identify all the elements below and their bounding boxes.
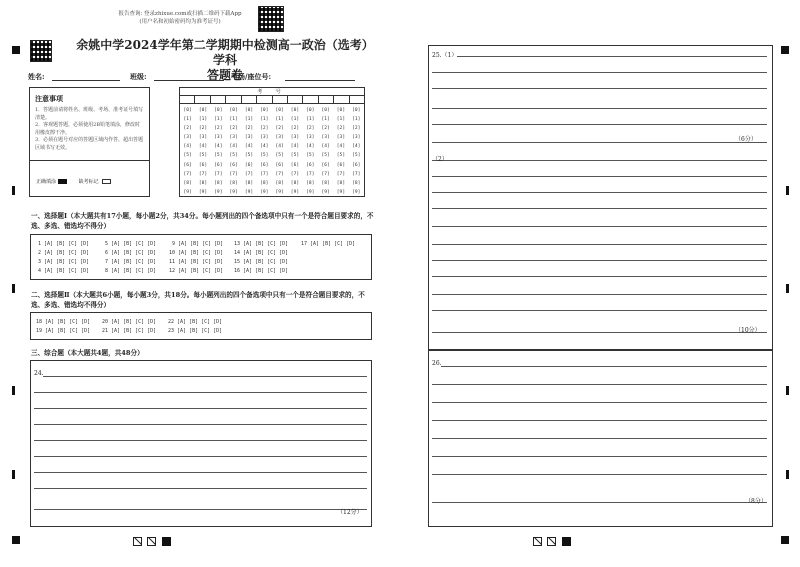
exam-id-bubble[interactable]: [7]	[183, 171, 192, 177]
corner-mark-bl	[12, 536, 20, 544]
id-digit-box[interactable]	[211, 96, 226, 103]
exam-id-bubble[interactable]: [9]	[198, 189, 208, 195]
id-digit-box[interactable]	[288, 96, 303, 103]
exam-id-bubble[interactable]: [1]	[229, 117, 238, 123]
choice-6[interactable]: 6 [A] [B] [C] [D]	[105, 250, 157, 256]
answer-line	[432, 438, 767, 439]
answer-line	[34, 472, 367, 473]
choice-18[interactable]: 18 [A] [B] [C] [D]	[36, 319, 91, 325]
exam-id-bubble[interactable]: [0]	[336, 108, 346, 113]
choice-20[interactable]: 20 [A] [B] [C] [D]	[102, 319, 157, 325]
exam-id-bubble[interactable]: [2]	[260, 126, 269, 132]
q26-number: 26.	[432, 360, 442, 367]
id-digit-box[interactable]	[257, 96, 272, 103]
choice-22[interactable]: 22 [A] [B] [C] [D]	[168, 319, 223, 325]
exam-id-bubble[interactable]: [5]	[275, 153, 284, 159]
exam-id-column	[257, 106, 272, 197]
exam-id-column	[226, 106, 241, 197]
section1-title: 一、选择题Ⅰ（本大题共有17小题，每小题2分，共34分。每小题列出的四个备选项中只有一个是符合题目要求的，不选、多选、错选均不得分）	[31, 212, 374, 230]
answer-line	[34, 408, 367, 409]
choice-19[interactable]: 19 [A] [B] [C] [D]	[36, 328, 91, 334]
answer-line	[432, 192, 767, 193]
class-label: 班级:	[130, 72, 147, 81]
exam-id-bubble[interactable]: [6]	[229, 162, 238, 168]
answer-line	[432, 502, 767, 503]
id-digit-box[interactable]	[334, 96, 349, 103]
exam-id-bubble[interactable]: [3]	[321, 135, 330, 141]
corner-mark-br	[781, 536, 789, 544]
exam-id-bubble[interactable]: [5]	[290, 153, 300, 159]
choice-21[interactable]: 21 [A] [B] [C] [D]	[102, 328, 157, 334]
timing-mark	[786, 386, 789, 395]
exam-id-bubble[interactable]: [1]	[214, 117, 223, 123]
exam-id-bubble[interactable]: [0]	[229, 108, 238, 113]
exam-id-bubble[interactable]: [8]	[198, 180, 208, 186]
exam-id-bubble[interactable]: [1]	[306, 117, 315, 123]
title-line2: 答题卷	[206, 68, 243, 82]
answer-line	[432, 420, 767, 421]
q24-number: 24.	[34, 370, 44, 377]
answer-line	[432, 124, 767, 125]
seat-label: 考场/座位号:	[231, 72, 272, 81]
q25-part1-points: （6分）	[735, 136, 757, 143]
exam-id-column	[287, 106, 302, 197]
exam-id-bubble[interactable]: [3]	[290, 135, 300, 141]
answer-line	[432, 88, 767, 89]
choice-14[interactable]: 14 [A] [B] [C] [D]	[234, 250, 289, 256]
exam-id-bubble[interactable]: [0]	[275, 108, 284, 113]
exam-id-header: 考 号	[180, 88, 364, 96]
exam-id-bubble[interactable]: [4]	[336, 144, 346, 150]
fill-sample-row	[36, 178, 111, 185]
exam-id-bubble[interactable]: [5]	[183, 153, 192, 159]
timing-mark	[12, 284, 15, 293]
exam-id-bubble[interactable]: [1]	[321, 117, 330, 123]
exam-id-bubble[interactable]: [1]	[244, 117, 254, 123]
section2-title: 二、选择题Ⅱ（本大题共6小题，每小题3分，共18分。每小题列出的四个备选项中只有一个是符合题目要求的，不选、多选、错选均不得分）	[31, 291, 365, 309]
exam-id-bubble[interactable]: [8]	[321, 180, 330, 186]
exam-id-bubble[interactable]: [9]	[290, 189, 300, 195]
notice-item: 1．答题前请将姓名、班级、考场、准考证号填写清楚。	[35, 107, 144, 121]
choice-1[interactable]: 1 [A] [B] [C] [D]	[38, 241, 90, 247]
bottom-mark	[162, 537, 171, 546]
exam-id-bubble[interactable]: [0]	[198, 108, 208, 113]
exam-id-bubble[interactable]: [7]	[306, 171, 315, 177]
choice-9[interactable]: 9 [A] [B] [C] [D]	[172, 241, 224, 247]
exam-id-bubble[interactable]: [7]	[336, 171, 346, 177]
q25-part2-points: （10分）	[735, 327, 761, 334]
answer-line	[432, 142, 767, 143]
report-query-line1: 报告查询: 登录zhixue.com或扫描二维码下载App	[118, 11, 242, 17]
q24-answer-box[interactable]	[30, 360, 372, 527]
choice-16[interactable]: 16 [A] [B] [C] [D]	[234, 268, 289, 274]
answer-line	[441, 366, 767, 367]
answer-line	[34, 488, 367, 489]
q26-points: （8分）	[745, 498, 767, 505]
page-title	[75, 38, 375, 83]
exam-id-bubble[interactable]: [1]	[275, 117, 284, 123]
exam-id-bubble[interactable]: [0]	[183, 108, 192, 113]
answer-line	[432, 72, 767, 73]
exam-id-bubble[interactable]: [0]	[321, 108, 330, 113]
answer-line	[432, 310, 767, 311]
q25-part2-number: （2）	[432, 156, 448, 163]
exam-id-bubble[interactable]: [6]	[244, 162, 254, 168]
exam-id-column	[303, 106, 318, 197]
timing-mark	[12, 470, 15, 479]
exam-id-bubble[interactable]: [9]	[183, 189, 192, 195]
exam-id-bubble[interactable]: [2]	[244, 126, 254, 132]
exam-id-bubble[interactable]: [1]	[260, 117, 269, 123]
exam-id-bubble[interactable]: [7]	[229, 171, 238, 177]
exam-id-bubble[interactable]: [4]	[183, 144, 192, 150]
exam-id-bubble[interactable]: [9]	[214, 189, 223, 195]
exam-id-bubble[interactable]: [6]	[198, 162, 208, 168]
id-digit-box[interactable]	[195, 96, 210, 103]
exam-id-bubble[interactable]: [3]	[229, 135, 238, 141]
exam-id-bubble[interactable]: [9]	[275, 189, 284, 195]
exam-id-column	[333, 106, 348, 197]
exam-id-bubble[interactable]: [3]	[336, 135, 346, 141]
exam-id-bubble[interactable]: [9]	[260, 189, 269, 195]
exam-id-bubble[interactable]: [8]	[229, 180, 238, 186]
answer-line	[432, 160, 767, 161]
id-digit-box[interactable]	[180, 96, 195, 103]
exam-id-bubble[interactable]: [4]	[321, 144, 330, 150]
exam-id-bubble[interactable]: [4]	[306, 144, 315, 150]
slash-box-icon	[533, 537, 542, 546]
correct-fill-label: 正确填涂	[36, 179, 57, 185]
timing-mark	[12, 186, 15, 195]
exam-id-bubble[interactable]: [0]	[290, 108, 300, 113]
exam-id-bubble[interactable]: [2]	[321, 126, 330, 132]
sheet-qr-code-icon	[30, 40, 52, 62]
exam-id-bubble[interactable]: [9]	[244, 189, 254, 195]
exam-id-bubble[interactable]: [3]	[244, 135, 254, 141]
exam-id-bubble[interactable]: [4]	[244, 144, 254, 150]
answer-line	[432, 402, 767, 403]
exam-id-bubble[interactable]: [5]	[352, 153, 361, 159]
exam-id-bubble[interactable]: [2]	[290, 126, 300, 132]
id-digit-box[interactable]	[319, 96, 334, 103]
absent-mark-box[interactable]	[102, 179, 111, 184]
exam-id-bubble[interactable]: [2]	[352, 126, 361, 132]
notice-box	[29, 87, 150, 197]
exam-id-bubble[interactable]: [8]	[290, 180, 300, 186]
timing-mark	[786, 284, 789, 293]
exam-id-bubble[interactable]: [9]	[229, 189, 238, 195]
exam-id-bubble[interactable]: [5]	[244, 153, 254, 159]
id-digit-box[interactable]	[242, 96, 257, 103]
exam-id-column	[349, 106, 364, 197]
report-query-line2: (用户名和初始密码均为准考证号)	[139, 19, 221, 25]
choice-8[interactable]: 8 [A] [B] [C] [D]	[105, 268, 157, 274]
choice-15[interactable]: 15 [A] [B] [C] [D]	[234, 259, 289, 265]
corner-mark-tl	[12, 46, 20, 54]
exam-id-bubble[interactable]: [7]	[260, 171, 269, 177]
answer-line	[432, 260, 767, 261]
exam-id-grid	[179, 87, 365, 197]
choice-13[interactable]: 13 [A] [B] [C] [D]	[234, 241, 289, 247]
exam-id-bubble[interactable]: [2]	[275, 126, 284, 132]
exam-id-bubble[interactable]: [0]	[352, 108, 361, 113]
exam-id-bubble[interactable]: [5]	[229, 153, 238, 159]
exam-id-bubble[interactable]: [9]	[306, 189, 315, 195]
exam-id-bubble[interactable]: [0]	[214, 108, 223, 113]
slash-box-icon	[147, 537, 156, 546]
answer-line	[432, 276, 767, 277]
timing-mark	[786, 186, 789, 195]
exam-id-bubble[interactable]: [4]	[260, 144, 269, 150]
exam-id-bubble[interactable]: [4]	[229, 144, 238, 150]
section3-title: 三、综合题（本大题共4题，共48分）	[31, 349, 144, 357]
choice-10[interactable]: 10 [A] [B] [C] [D]	[169, 250, 224, 256]
exam-id-bubble[interactable]: [6]	[260, 162, 269, 168]
filled-box-icon	[58, 179, 67, 184]
exam-id-bubble[interactable]: [9]	[321, 189, 330, 195]
exam-id-bubble[interactable]: [7]	[214, 171, 223, 177]
exam-id-bubble[interactable]: [3]	[183, 135, 192, 141]
exam-id-bubble[interactable]: [0]	[306, 108, 315, 113]
exam-id-bubble[interactable]: [9]	[336, 189, 346, 195]
exam-id-bubble[interactable]: [7]	[244, 171, 254, 177]
slash-box-icon	[547, 537, 556, 546]
section2-answer-box	[30, 312, 372, 340]
absent-mark-label: 缺考标记	[78, 179, 99, 185]
notice-divider	[30, 160, 149, 161]
exam-id-bubble[interactable]: [5]	[336, 153, 346, 159]
exam-id-bubble-columns	[180, 104, 364, 197]
exam-id-bubble[interactable]: [2]	[183, 126, 192, 132]
q25-number: 25.（1）	[432, 52, 458, 59]
exam-id-bubble[interactable]: [7]	[275, 171, 284, 177]
exam-id-bubble[interactable]: [7]	[198, 171, 208, 177]
exam-id-bubble[interactable]: [0]	[260, 108, 269, 113]
exam-id-bubble[interactable]: [5]	[260, 153, 269, 159]
exam-id-bubble[interactable]: [4]	[275, 144, 284, 150]
exam-id-bubble[interactable]: [7]	[352, 171, 361, 177]
exam-id-bubble[interactable]: [6]	[183, 162, 192, 168]
exam-id-bubble[interactable]: [2]	[214, 126, 223, 132]
notice-item: 3．必须在题号对应的答题区域内作答，超出答题区域书写无效。	[35, 137, 144, 151]
notice-item: 2．客观题答题，必须使用2B铅笔填涂，修改时用橡皮擦干净。	[35, 122, 141, 136]
choice-5[interactable]: 5 [A] [B] [C] [D]	[105, 241, 157, 247]
id-digit-box[interactable]	[226, 96, 241, 103]
exam-id-bubble[interactable]: [1]	[290, 117, 300, 123]
choice-17[interactable]: 17 [A] [B] [C] [D]	[301, 241, 356, 247]
exam-id-bubble[interactable]: [1]	[198, 117, 208, 123]
report-query-note	[0, 10, 400, 26]
answer-line	[432, 384, 767, 385]
choice-2[interactable]: 2 [A] [B] [C] [D]	[38, 250, 90, 256]
exam-id-bubble[interactable]: [5]	[306, 153, 315, 159]
answer-line	[432, 332, 767, 333]
exam-id-bubble[interactable]: [2]	[229, 126, 238, 132]
exam-id-bubble[interactable]: [1]	[183, 117, 192, 123]
timing-mark	[12, 386, 15, 395]
title-line1: 余姚中学2024学年第二学期期中检测高一政治（选考）学科	[76, 38, 374, 67]
exam-id-bubble[interactable]: [8]	[244, 180, 254, 186]
name-label: 姓名:	[28, 72, 45, 81]
exam-id-bubble[interactable]: [4]	[214, 144, 223, 150]
exam-id-bubble[interactable]: [7]	[290, 171, 300, 177]
id-digit-box[interactable]	[350, 96, 364, 103]
answer-line	[43, 376, 367, 377]
q26-answer-box[interactable]	[428, 350, 773, 527]
choice-4[interactable]: 4 [A] [B] [C] [D]	[38, 268, 90, 274]
exam-id-bubble[interactable]: [5]	[321, 153, 330, 159]
exam-id-bubble[interactable]: [2]	[306, 126, 315, 132]
answer-line	[432, 244, 767, 245]
exam-id-bubble[interactable]: [4]	[198, 144, 208, 150]
answer-line	[432, 226, 767, 227]
answer-line	[432, 456, 767, 457]
exam-id-bubble[interactable]: [6]	[306, 162, 315, 168]
exam-id-column	[318, 106, 333, 197]
answer-line	[432, 176, 767, 177]
exam-id-bubble[interactable]: [3]	[198, 135, 208, 141]
answer-line	[34, 440, 367, 441]
exam-id-bubble[interactable]: [1]	[352, 117, 361, 123]
exam-id-column	[195, 106, 210, 197]
exam-id-column	[241, 106, 256, 197]
exam-id-bubble[interactable]: [2]	[336, 126, 346, 132]
timing-mark	[786, 470, 789, 479]
exam-id-bubble[interactable]: [8]	[275, 180, 284, 186]
answer-line	[34, 424, 367, 425]
choice-3[interactable]: 3 [A] [B] [C] [D]	[38, 259, 90, 265]
exam-id-bubble[interactable]: [3]	[214, 135, 223, 141]
answer-line	[34, 456, 367, 457]
answer-line	[432, 208, 767, 209]
exam-id-write-boxes	[180, 96, 364, 104]
exam-id-bubble[interactable]: [3]	[275, 135, 284, 141]
exam-id-bubble[interactable]: [1]	[336, 117, 346, 123]
exam-id-column	[272, 106, 287, 197]
exam-id-bubble[interactable]: [9]	[352, 189, 361, 195]
exam-id-bubble[interactable]: [8]	[352, 180, 361, 186]
seat-field[interactable]	[285, 80, 355, 81]
section1-answer-box	[30, 234, 372, 280]
corner-mark-tr	[781, 46, 789, 54]
slash-box-icon	[133, 537, 142, 546]
notice-heading: 注意事项	[35, 94, 63, 103]
exam-id-bubble[interactable]: [6]	[321, 162, 330, 168]
answer-line	[34, 392, 367, 393]
exam-id-column	[211, 106, 226, 197]
exam-id-bubble[interactable]: [2]	[198, 126, 208, 132]
answer-line	[457, 56, 767, 57]
name-field[interactable]	[52, 80, 120, 81]
choice-23[interactable]: 23 [A] [B] [C] [D]	[168, 328, 223, 334]
choice-12[interactable]: 12 [A] [B] [C] [D]	[169, 268, 224, 274]
answer-line	[432, 294, 767, 295]
exam-id-bubble[interactable]: [3]	[352, 135, 361, 141]
answer-line	[432, 474, 767, 475]
exam-id-bubble[interactable]: [8]	[260, 180, 269, 186]
answer-line	[432, 108, 767, 109]
app-qr-code-icon	[258, 6, 284, 32]
exam-id-bubble[interactable]: [8]	[336, 180, 346, 186]
choice-7[interactable]: 7 [A] [B] [C] [D]	[105, 259, 157, 265]
exam-id-bubble[interactable]: [4]	[290, 144, 300, 150]
exam-id-bubble[interactable]: [6]	[336, 162, 346, 168]
id-digit-box[interactable]	[273, 96, 288, 103]
bottom-mark	[562, 537, 571, 546]
exam-id-column	[180, 106, 195, 197]
exam-id-bubble[interactable]: [7]	[321, 171, 330, 177]
exam-id-bubble[interactable]: [6]	[275, 162, 284, 168]
id-digit-box[interactable]	[303, 96, 318, 103]
exam-id-bubble[interactable]: [8]	[183, 180, 192, 186]
exam-id-bubble[interactable]: [5]	[214, 153, 223, 159]
exam-id-bubble[interactable]: [8]	[306, 180, 315, 186]
exam-id-bubble[interactable]: [3]	[306, 135, 315, 141]
exam-id-bubble[interactable]: [6]	[352, 162, 361, 168]
exam-id-bubble[interactable]: [4]	[352, 144, 361, 150]
answer-line	[34, 509, 367, 510]
class-field[interactable]	[154, 80, 224, 81]
exam-id-bubble[interactable]: [8]	[214, 180, 223, 186]
exam-id-bubble[interactable]: [6]	[290, 162, 300, 168]
q25-answer-box[interactable]	[428, 45, 773, 350]
exam-id-bubble[interactable]: [3]	[260, 135, 269, 141]
choice-11[interactable]: 11 [A] [B] [C] [D]	[169, 259, 224, 265]
exam-id-bubble[interactable]: [5]	[198, 153, 208, 159]
q24-points: （12分）	[337, 509, 363, 516]
exam-id-bubble[interactable]: [6]	[214, 162, 223, 168]
exam-id-bubble[interactable]: [0]	[244, 108, 254, 113]
